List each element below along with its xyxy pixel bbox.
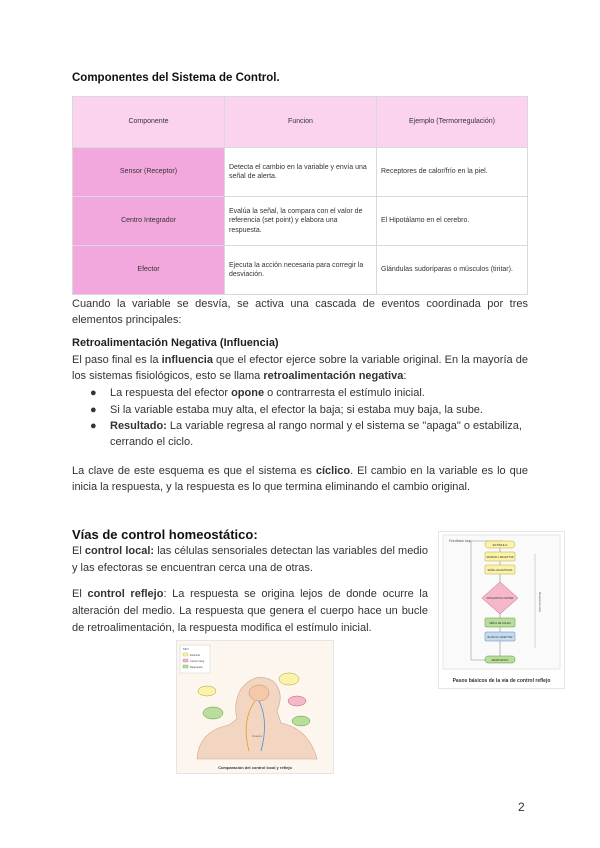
bullet-list (72, 386, 532, 451)
response-loop-label: Response loop (538, 591, 542, 613)
text-run: La variable regresa al rango normal y el sistema se "apaga" o estabiliza, cerrando el ciclo. (110, 420, 522, 448)
bold-run: opone (231, 387, 265, 399)
legend-label: Respuesta (190, 665, 203, 669)
annotation-bubble (292, 716, 310, 726)
bold-run: retroalimentación negativa (263, 370, 404, 382)
table-row (73, 246, 528, 295)
example-cell: Glándulas sudoríparas o músculos (tiritar). (377, 246, 528, 295)
example-cell: Receptores de calor/frío en la piel. (377, 148, 528, 197)
bold-run: control local: (84, 545, 155, 557)
key-paragraph (72, 463, 528, 495)
text-run: : La respuesta se origina lejos de donde ocurre la alteración del medio. La respuesta que genera el cuerpo hace un bucle de retroalimentación, la respuesta modifica el estímulo inicial. (72, 588, 428, 634)
annotation-bubble (203, 707, 223, 719)
component-cell: Sensor (Receptor) (73, 148, 225, 197)
list-item (72, 419, 532, 450)
table-header-cell: Componente (73, 97, 225, 148)
components-table (72, 96, 528, 295)
section-title: Componentes del Sistema de Control. (72, 72, 280, 84)
list-item (72, 386, 532, 402)
flow-step-label: INTEGRATING CENTER (486, 597, 514, 600)
heading-homeostatic: Vías de control homeostático: (72, 527, 258, 542)
function-cell: Evalúa la señal, la compara con el valor de referencia (set point) y elabora una respuesta. (225, 197, 377, 246)
bullet-icon: ● (90, 420, 97, 432)
flow-step-label: ESTÍMULO (492, 542, 508, 547)
function-cell: Detecta el cambio en la variable y envía una señal de alerta. (225, 148, 377, 197)
reflex-pathway-diagram (439, 532, 564, 688)
table-header-cell: Funcion (225, 97, 377, 148)
local-reflex-diagram (177, 641, 333, 773)
table-row (73, 148, 528, 197)
legend-label: Centro integ. (190, 659, 205, 663)
function-cell: Ejecuta la acción necesaria para corregir la desviación. (225, 246, 377, 295)
table-header-row (73, 97, 528, 148)
bullet-icon: ● (90, 387, 97, 399)
text-run: El paso final es la (72, 354, 162, 366)
legend-swatch (183, 665, 188, 668)
list-item (72, 403, 532, 419)
feedback-paragraph (72, 352, 528, 384)
legend-title: KEY (183, 647, 190, 651)
bold-run: Resultado: (110, 420, 167, 432)
annotation-bubble (288, 696, 306, 706)
subheading: Retroalimentación Negativa (Influencia) (72, 337, 279, 349)
text-run: El (72, 545, 85, 557)
text-run: La clave de este esquema es que el sistema es (72, 465, 316, 477)
flow-step-label: SEÑAL DE ENTRADA (487, 569, 513, 572)
table-header-cell: Ejemplo (Termorregulación) (377, 97, 528, 148)
bold-run: cíclico (315, 465, 351, 477)
figure-caption: Pasos básicos de la vía de control reflejo (452, 678, 551, 684)
page-number: 2 (518, 800, 525, 814)
text-run: que el efector ejerce sobre la variable original. En la mayoría de los sistemas fisiológicos, esto se llama (72, 354, 528, 382)
intro-paragraph: Cuando la variable se desvía, se activa una cascada de eventos coordinada por tres elementos principales: (72, 298, 528, 326)
flow-step-label: SEÑAL DE SALIDA (489, 622, 511, 625)
legend-label: Estímulo (190, 653, 201, 657)
legend-swatch (183, 653, 188, 656)
table-row (73, 197, 528, 246)
flow-step-label: RESPUESTA (491, 657, 509, 662)
bold-run: control reflejo (87, 588, 164, 600)
feedback-loop-label: Feedback loop (449, 539, 472, 543)
annotation-bubble (198, 686, 216, 696)
flow-step-label: BLANCO o EFECTOR (487, 636, 513, 639)
local-control-paragraph (72, 543, 428, 577)
reflex-control-paragraph (72, 586, 428, 637)
text-run: . El cambio en la variable es lo que inicia la respuesta, y la respuesta es lo que termina eliminando el cambio original. (72, 465, 528, 493)
component-cell: Centro Integrador (73, 197, 225, 246)
legend-swatch (183, 659, 188, 662)
text-run: La respuesta del efector (110, 387, 232, 399)
bold-run: influencia (161, 354, 213, 366)
text-run: o contrarresta el estímulo inicial. (264, 387, 425, 399)
text-run: Si la variable estaba muy alta, el efector la baja; si estaba muy baja, la sube. (110, 403, 483, 416)
text-run: las células sensoriales detectan las variables del medio y las efectoras se encuentran cerca una de otras. (72, 545, 428, 574)
component-cell: Efector (73, 246, 225, 295)
body-label: Cuerpo (252, 734, 262, 738)
local-reflex-figure (176, 640, 334, 774)
annotation-bubble (279, 673, 299, 685)
reflex-pathway-figure (438, 531, 565, 689)
brain-shape (249, 685, 269, 701)
flow-step-label: SENSOR o RECEPTOR (486, 556, 514, 559)
bullet-icon: ● (90, 403, 97, 416)
figure-caption: Comparación del control local y reflejo (218, 765, 292, 770)
text-run: El (72, 588, 88, 600)
text-run: : (403, 370, 407, 382)
example-cell: El Hipotálamo en el cerebro. (377, 197, 528, 246)
